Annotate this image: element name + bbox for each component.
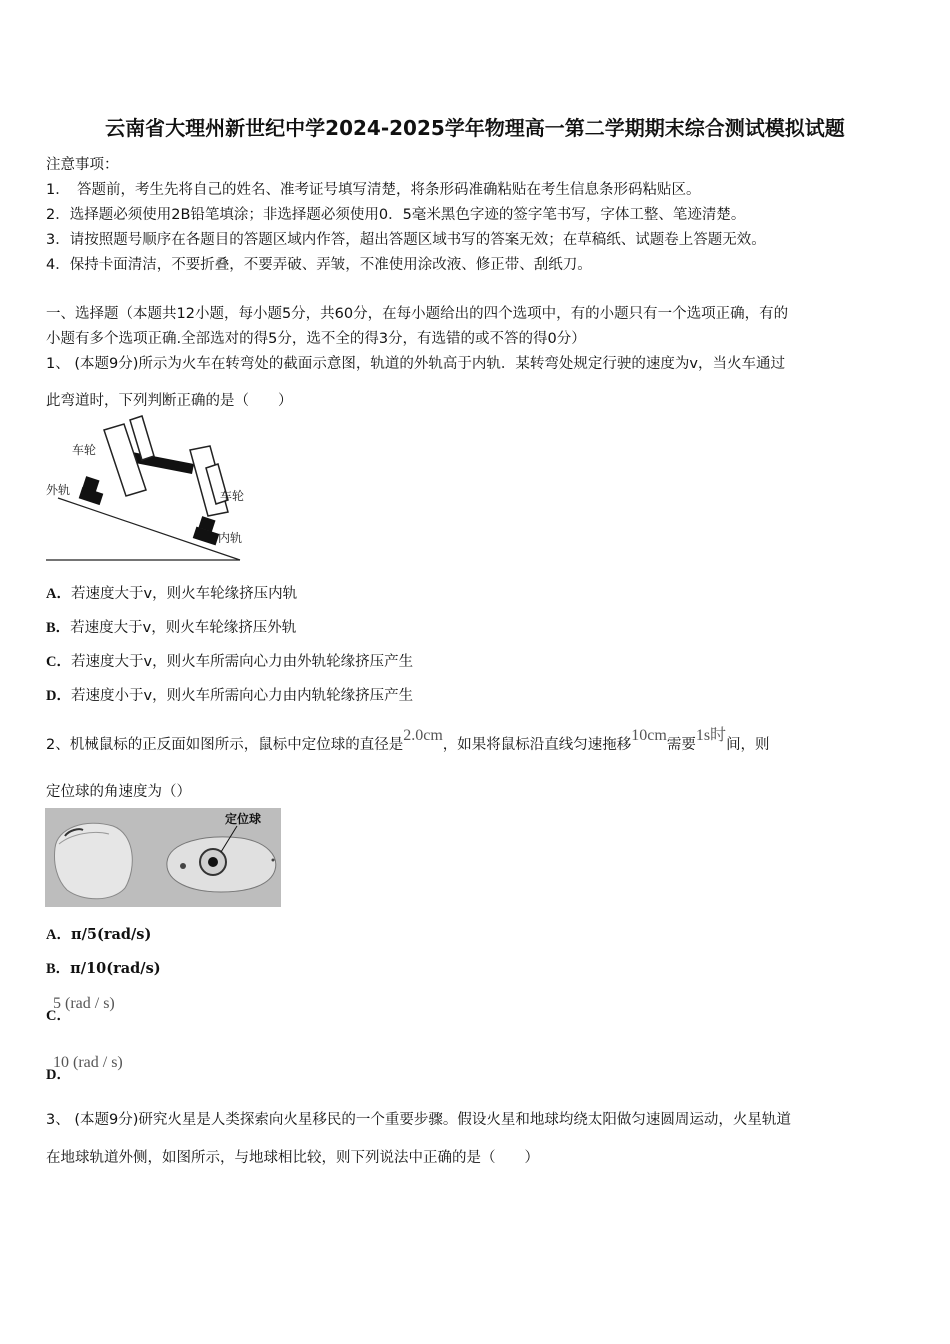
page-title: 云南省大理州新世纪中学2024-2025学年物理高一第二学期期末综合测试模拟试题 bbox=[105, 116, 845, 140]
question-2-stem-line2: 定位球的角速度为（） bbox=[46, 784, 191, 800]
option-text: π/10(rad/s) bbox=[70, 960, 161, 977]
notice-item-2: 2．选择题必须使用2B铅笔填涂；非选择题必须使用0．5毫米黑色字迹的签字笔书写，字体工整、笔迹清楚。 bbox=[46, 207, 746, 223]
notice-item-1: 1． 答题前，考生先将自己的姓名、准考证号填写清楚，将条形码准确粘贴在考生信息条形码粘贴区。 bbox=[46, 182, 701, 198]
question-1-stem-line1: 1、 (本题9分)所示为火车在转弯处的截面示意图，轨道的外轨高于内轨．某转弯处规定行驶的速度为v，当火车通过 bbox=[46, 356, 785, 372]
tracking-ball bbox=[208, 857, 218, 867]
question-1-stem-line2: 此弯道时，下列判断正确的是（ ） bbox=[46, 393, 293, 409]
option-text: π/5(rad/s) bbox=[70, 926, 152, 943]
option-text: 10 (rad / s) bbox=[52, 1054, 123, 1071]
label-wheel-left: 车轮 bbox=[72, 443, 97, 457]
q2-diameter-value: 2.0cm bbox=[403, 727, 443, 744]
question-2-option-d bbox=[46, 1054, 141, 1084]
question-1-option-c bbox=[46, 650, 413, 671]
q2-text-part1: 2、机械鼠标的正反面如图所示，鼠标中定位球的直径是 bbox=[46, 737, 404, 753]
mouse-screw bbox=[180, 863, 186, 869]
option-letter: A． bbox=[46, 586, 71, 602]
option-letter: B． bbox=[46, 961, 71, 977]
label-wheel-right: 车轮 bbox=[220, 489, 245, 503]
question-3-stem-line1: 3、 (本题9分)研究火星是人类探索向火星移民的一个重要步骤。假设火星和地球均绕太阳做匀速圆周运动，火星轨道 bbox=[46, 1112, 791, 1128]
q2-text-part4: 间，则 bbox=[726, 737, 770, 753]
question-1-option-b bbox=[46, 616, 296, 637]
option-text: 若速度大于v，则火车轮缘挤压内轨 bbox=[70, 586, 298, 602]
mouse-figure bbox=[45, 808, 281, 907]
notice-item-4: 4．保持卡面清洁，不要折叠，不要弄破、弄皱，不准使用涂改液、修正带、刮纸刀。 bbox=[46, 257, 592, 273]
question-2-option-a bbox=[46, 923, 151, 944]
option-letter: D． bbox=[46, 688, 71, 704]
option-letter: B． bbox=[46, 620, 71, 636]
option-letter: A． bbox=[46, 927, 71, 943]
option-text: 若速度大于v，则火车轮缘挤压外轨 bbox=[70, 620, 297, 636]
section-instructions-line2: 小题有多个选项正确.全部选对的得5分，选不全的得3分，有选错的或不答的得0分） bbox=[46, 331, 586, 347]
q2-text-part3: 需要 bbox=[666, 737, 696, 753]
question-1-option-a bbox=[46, 582, 297, 603]
notice-item-3: 3．请按照题号顺序在各题目的答题区域内作答，超出答题区域书写的答案无效；在草稿纸、试题卷上答题无效。 bbox=[46, 232, 766, 248]
option-text: 若速度小于v，则火车所需向心力由内轨轮缘挤压产生 bbox=[70, 688, 414, 704]
question-1-option-d bbox=[46, 684, 413, 705]
q2-text-part2: ，如果将鼠标沿直线匀速拖移 bbox=[442, 737, 632, 753]
question-2-option-c bbox=[46, 995, 133, 1025]
question-2-option-b bbox=[46, 957, 161, 978]
option-letter: C． bbox=[46, 654, 71, 670]
option-letter: D． bbox=[46, 1067, 71, 1083]
option-text: 若速度大于v，则火车所需向心力由外轨轮缘挤压产生 bbox=[70, 654, 414, 670]
section-instructions-line1: 一、选择题（本题共12小题，每小题5分，共60分，在每小题给出的四个选项中，有的小题只有一个选项正确，有的 bbox=[46, 306, 789, 322]
question-2-stem-line1 bbox=[46, 727, 770, 754]
q2-time-value: 1s时 bbox=[695, 727, 727, 744]
train-curve-figure bbox=[44, 412, 248, 564]
option-letter: C． bbox=[46, 1008, 71, 1024]
option-text: 5 (rad / s) bbox=[52, 995, 115, 1012]
q2-distance-value: 10cm bbox=[631, 727, 667, 744]
notice-heading: 注意事项： bbox=[46, 157, 119, 173]
label-inner-rail: 内轨 bbox=[218, 531, 243, 545]
label-outer-rail: 外轨 bbox=[46, 483, 71, 497]
question-3-stem-line2: 在地球轨道外侧，如图所示，与地球相比较，则下列说法中正确的是（ ） bbox=[46, 1150, 539, 1166]
mouse-dot bbox=[272, 859, 275, 862]
tracking-ball-label: 定位球 bbox=[225, 812, 262, 826]
